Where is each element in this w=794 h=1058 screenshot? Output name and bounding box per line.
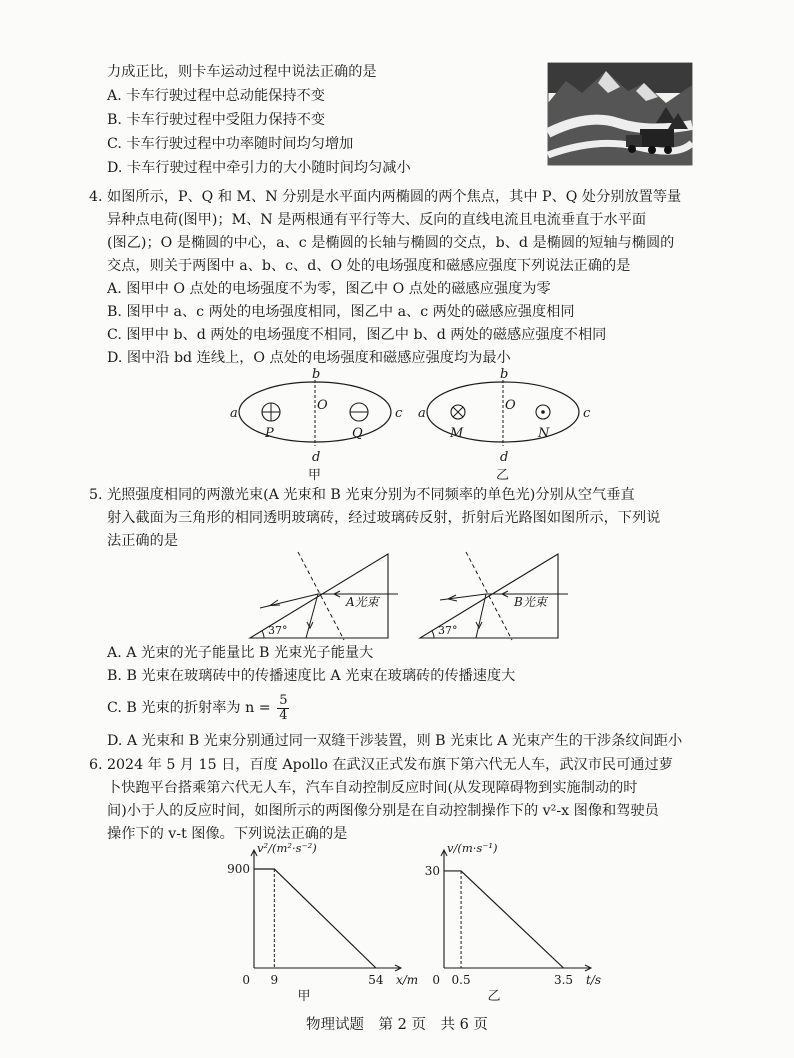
q5-number: 5. <box>89 487 103 503</box>
label-c: c <box>583 406 591 421</box>
q5-stem-line: 射入截面为三角形的相同透明玻璃砖，经过玻璃砖反射，折射后光路图如图所示，下列说 <box>107 510 661 526</box>
q5-option-a: A. A 光束的光子能量比 B 光束光子能量大 <box>107 645 374 661</box>
x-tick-label: 9 <box>270 973 279 987</box>
graph-v2-x <box>226 841 419 1004</box>
q6-stem-line: 操作下的 v-t 图像。下列说法正确的是 <box>107 826 348 842</box>
fraction-denominator: 4 <box>279 707 288 723</box>
x-tick-label: 0 <box>432 973 440 987</box>
x-axis-label: x/m <box>396 973 419 987</box>
q6-number: 6. <box>89 757 103 773</box>
graph-v-t <box>416 842 606 1002</box>
fraction-numerator: 5 <box>279 692 288 708</box>
label-a: a <box>418 406 426 421</box>
q4-stem-line: 交点，则关于两图中 a、b、c、d、O 处的电场强度和磁感应强度下列说法正确的是 <box>107 258 631 274</box>
label-d: d <box>312 450 321 465</box>
q4-figure-yi <box>416 366 596 486</box>
beam-label: A光束 <box>346 595 379 609</box>
y-tick-label: 900 <box>227 862 250 876</box>
q4-option-a: A. 图甲中 O 点处的电场强度不为零，图乙中 O 点处的磁感应强度为零 <box>107 281 551 297</box>
x-axis-label: t/s <box>586 973 602 987</box>
q4-stem-line: 如图所示，P、Q 和 M、N 分别是水平面内两椭圆的两个焦点，其中 P、Q 处分别放置等量 <box>107 189 682 205</box>
y-tick-label: 30 <box>424 863 440 878</box>
q4-stem-line: (图乙)；O 是椭圆的中心，a、c 是椭圆的长轴与椭圆的交点，b、d 是椭圆的短轴与椭圆的 <box>107 235 675 251</box>
q5-option-c-text: C. B 光束的折射率为 n = <box>107 700 271 716</box>
q4-option-c: C. 图甲中 b、d 两处的电场强度不相同，图乙中 b、d 两处的磁感应强度不相同 <box>107 327 607 343</box>
label-n: N <box>538 426 550 441</box>
q4-option-d: D. 图中沿 bd 连线上，O 点处的电场强度和磁感应强度均为最小 <box>107 350 511 366</box>
series-line <box>254 869 376 968</box>
series-line <box>444 871 564 968</box>
q4-stem-line: 异种点电荷(图甲)；M、N 是两根通有平行等大、反向的直线电流且电流垂直于水平面 <box>107 212 647 228</box>
label-b: b <box>312 367 321 382</box>
q5-figure-b <box>410 550 580 642</box>
q3-option-c: C. 卡车行驶过程中功率随时间均匀增加 <box>107 136 354 152</box>
y-axis-label: v²/(m²·s⁻²) <box>257 841 317 855</box>
q5-option-b: B. B 光束在玻璃砖中的传播速度比 A 光束在玻璃砖的传播速度大 <box>107 668 516 684</box>
angle-label: 37° <box>268 624 288 637</box>
beam-label: B光束 <box>514 595 547 609</box>
q5-stem-line: 光照强度相同的两激光束(A 光束和 B 光束分别为不同频率的单色光)分别从空气垂直 <box>107 487 635 503</box>
truck-mountain-illustration <box>548 63 692 165</box>
x-tick-label: 54 <box>368 973 384 987</box>
q3-line: 力成正比，则卡车运动过程中说法正确的是 <box>107 64 377 80</box>
caption-jia: 甲 <box>308 468 322 483</box>
q3-option-d: D. 卡车行驶过程中牵引力的大小随时间均匀减小 <box>107 160 411 176</box>
q6-stem-line: 间)小于人的反应时间，如图所示的两图像分别是在自动控制操作下的 v²-x 图像和驾驶员 <box>107 803 659 819</box>
x-tick-label: 3.5 <box>553 973 574 987</box>
label-o: O <box>505 398 516 413</box>
label-q: Q <box>352 426 363 441</box>
page-footer: 物理试题 第 2 页 共 6 页 <box>306 1017 488 1033</box>
graph-caption: 甲 <box>297 989 311 1004</box>
label-o: O <box>317 398 328 413</box>
label-p: P <box>265 426 274 441</box>
x-tick-label: 0 <box>242 973 250 987</box>
label-m: M <box>450 426 464 441</box>
q5-option-d: D. A 光束和 B 光束分别通过同一双缝干涉装置，则 B 光束比 A 光束产生的干涉条纹间距小 <box>107 733 683 749</box>
label-a: a <box>230 406 238 421</box>
y-axis-label: v/(m·s⁻¹) <box>447 841 498 855</box>
graph-caption: 乙 <box>487 989 501 1004</box>
q4-option-b: B. 图甲中 a、c 两处的电场强度相同，图乙中 a、c 两处的磁感应强度相同 <box>107 304 575 320</box>
q4-number: 4. <box>89 189 103 205</box>
q3-option-a: A. 卡车行驶过程中总动能保持不变 <box>107 88 325 104</box>
q3-option-b: B. 卡车行驶过程中受阻力保持不变 <box>107 112 326 128</box>
fraction <box>277 694 289 723</box>
q5-stem-line: 法正确的是 <box>107 533 178 549</box>
q5-option-c <box>107 690 289 726</box>
label-d: d <box>500 450 509 465</box>
q5-figure-a <box>240 550 410 642</box>
angle-label: 37° <box>438 624 458 637</box>
label-c: c <box>395 406 403 421</box>
q6-stem-line: 卜快跑平台搭乘第六代无人车，汽车自动控制反应时间(从发现障碍物到实施制动的时 <box>107 780 638 796</box>
caption-yi: 乙 <box>496 468 510 483</box>
q6-stem-line: 2024 年 5 月 15 日，百度 Apollo 在武汉正式发布旗下第六代无人车，武汉市民可通过萝 <box>107 757 673 773</box>
q4-figure-jia <box>228 366 408 486</box>
x-tick-label: 0.5 <box>451 973 471 987</box>
label-b: b <box>500 367 509 382</box>
